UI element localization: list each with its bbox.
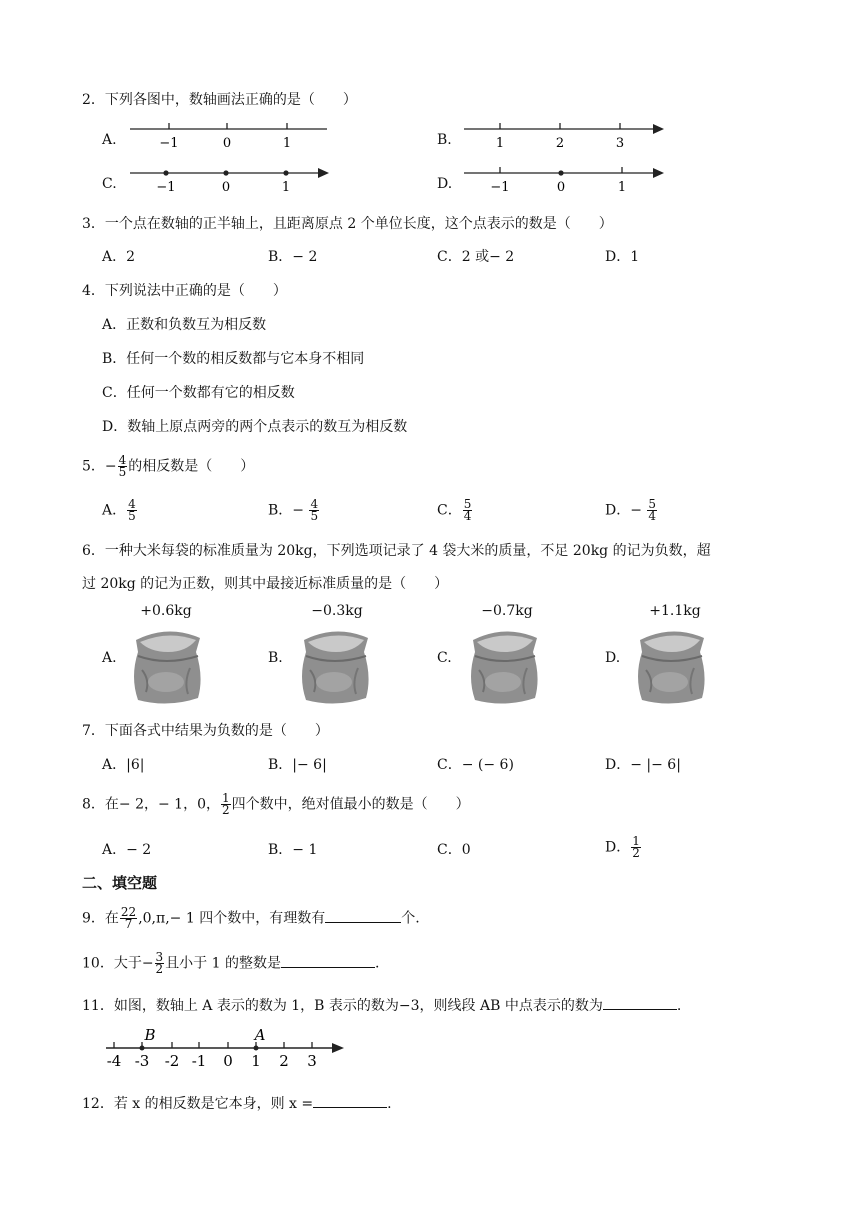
q3-option-b[interactable]: B．− 2 — [268, 249, 318, 265]
q2-a-tick-label: 1 — [282, 136, 292, 151]
q6-c-mass: −0.7kg — [481, 603, 533, 619]
q8-option-c[interactable]: C．0 — [437, 842, 471, 858]
q4-option-a[interactable]: A．正数和负数互为相反数 — [102, 317, 267, 333]
q6-option-b-label[interactable]: B. — [268, 650, 283, 666]
q2-a-tick-label: −1 — [159, 136, 179, 151]
q11-tick-label: 3 — [307, 1052, 317, 1070]
q2-option-b-label[interactable]: B. — [437, 132, 452, 148]
q11-tick-label: -1 — [191, 1052, 207, 1070]
q2-b-tick-label: 2 — [555, 136, 565, 151]
q6-stem-line1: 6．一种大米每袋的标准质量为 20kg，下列选项记录了 4 袋大米的质量，不足 20kg 的记为负数，超 — [82, 543, 711, 559]
q9-stem: 9．在 $\frac{22}{7}$ ,0,π,− 1 四个数中，有理数有 个. — [82, 905, 420, 931]
q7-option-a[interactable]: A．|6| — [102, 757, 145, 773]
q2-d-tick-label: 1 — [617, 180, 627, 195]
q5-option-a[interactable]: A． $\frac{4}{5}$ — [102, 497, 136, 523]
q11-stem: 11．如图，数轴上 A 表示的数为 1，B 表示的数为−3，则线段 AB 中点表示的数为 . — [82, 998, 682, 1014]
rice-bag-icon — [630, 622, 714, 706]
q2-a-tick-label: 0 — [222, 136, 232, 151]
answer-blank[interactable] — [325, 909, 401, 923]
q11-tick-label: 1 — [251, 1052, 261, 1070]
q11-tick-label: -4 — [106, 1052, 122, 1070]
rice-bag-icon — [126, 622, 210, 706]
q7-option-b[interactable]: B．|− 6| — [268, 757, 327, 773]
q2-option-c-number-line — [125, 162, 335, 196]
q6-b-mass: −0.3kg — [311, 603, 363, 619]
point-b-label: B — [144, 1026, 156, 1044]
q2-d-tick-label: −1 — [490, 180, 510, 195]
q2-option-d-label[interactable]: D. — [437, 176, 453, 192]
q2-option-a-label[interactable]: A. — [102, 132, 117, 148]
section-title: 二、填空题 — [82, 874, 158, 892]
q6-option-c-label[interactable]: C. — [437, 650, 452, 666]
answer-blank[interactable] — [281, 954, 375, 968]
q6-a-mass: +0.6kg — [140, 603, 192, 619]
q11-tick-label: -3 — [134, 1052, 150, 1070]
q6-stem-line2: 过 20kg 的记为正数，则其中最接近标准质量的是（ ） — [82, 576, 449, 592]
q2-option-a-number-line — [125, 118, 335, 152]
q8-option-a[interactable]: A．− 2 — [102, 842, 152, 858]
q2-stem: 2．下列各图中，数轴画法正确的是（ ） — [82, 92, 357, 108]
q11-number-line — [102, 1024, 352, 1074]
q7-stem: 7．下面各式中结果为负数的是（ ） — [82, 723, 329, 739]
q3-option-a[interactable]: A．2 — [102, 249, 136, 265]
q3-option-d[interactable]: D．1 — [605, 249, 640, 265]
q5-option-b[interactable]: B．− $\frac{4}{5}$ — [268, 497, 319, 523]
q3-option-c[interactable]: C．2 或− 2 — [437, 249, 515, 265]
q2-d-tick-label: 0 — [556, 180, 566, 195]
q7-option-c[interactable]: C．− (− 6) — [437, 757, 514, 773]
q7-option-d[interactable]: D．− |− 6| — [605, 757, 681, 773]
rice-bag-icon — [294, 622, 378, 706]
q11-tick-label: -2 — [164, 1052, 180, 1070]
q10-stem: 10．大于− $\frac{3}{2}$ 且小于 1 的整数是 . — [82, 950, 380, 976]
q2-c-tick-label: 1 — [281, 180, 291, 195]
q2-option-d-number-line — [460, 162, 670, 196]
q4-option-c[interactable]: C．任何一个数都有它的相反数 — [102, 385, 295, 401]
q2-c-tick-label: −1 — [156, 180, 176, 195]
fraction: $\frac{4}{5}$ — [118, 453, 127, 479]
rice-bag-icon — [463, 622, 547, 706]
q4-stem: 4．下列说法中正确的是（ ） — [82, 283, 287, 299]
q5-stem: 5．− $\frac{4}{5}$ 的相反数是（ ） — [82, 453, 255, 479]
q8-option-d[interactable]: D． $\frac{1}{2}$ — [605, 834, 640, 860]
point-a-label: A — [254, 1026, 266, 1044]
q2-option-b-number-line — [460, 118, 670, 152]
answer-blank[interactable] — [603, 996, 677, 1010]
q11-tick-label: 0 — [223, 1052, 233, 1070]
q11-tick-label: 2 — [279, 1052, 289, 1070]
q2-b-tick-label: 1 — [495, 136, 505, 151]
q2-c-tick-label: 0 — [221, 180, 231, 195]
q4-option-d[interactable]: D．数轴上原点两旁的两个点表示的数互为相反数 — [102, 419, 408, 435]
q2-option-c-label[interactable]: C. — [102, 176, 117, 192]
q8-stem: 8．在− 2，− 1，0， $\frac{1}{2}$ 四个数中，绝对值最小的数是（ ） — [82, 791, 470, 817]
q8-option-b[interactable]: B．− 1 — [268, 842, 318, 858]
q6-d-mass: +1.1kg — [649, 603, 701, 619]
answer-blank[interactable] — [313, 1094, 387, 1108]
q4-option-b[interactable]: B．任何一个数的相反数都与它本身不相同 — [102, 351, 365, 367]
q5-option-d[interactable]: D．− $\frac{5}{4}$ — [605, 497, 657, 523]
q2-b-tick-label: 3 — [615, 136, 625, 151]
q3-stem: 3．一个点在数轴的正半轴上，且距离原点 2 个单位长度，这个点表示的数是（ ） — [82, 216, 613, 232]
q12-stem: 12．若 x 的相反数是它本身，则 x = . — [82, 1096, 392, 1112]
q5-option-c[interactable]: C． $\frac{5}{4}$ — [437, 497, 472, 523]
q6-option-a-label[interactable]: A. — [102, 650, 117, 666]
q6-option-d-label[interactable]: D. — [605, 650, 621, 666]
